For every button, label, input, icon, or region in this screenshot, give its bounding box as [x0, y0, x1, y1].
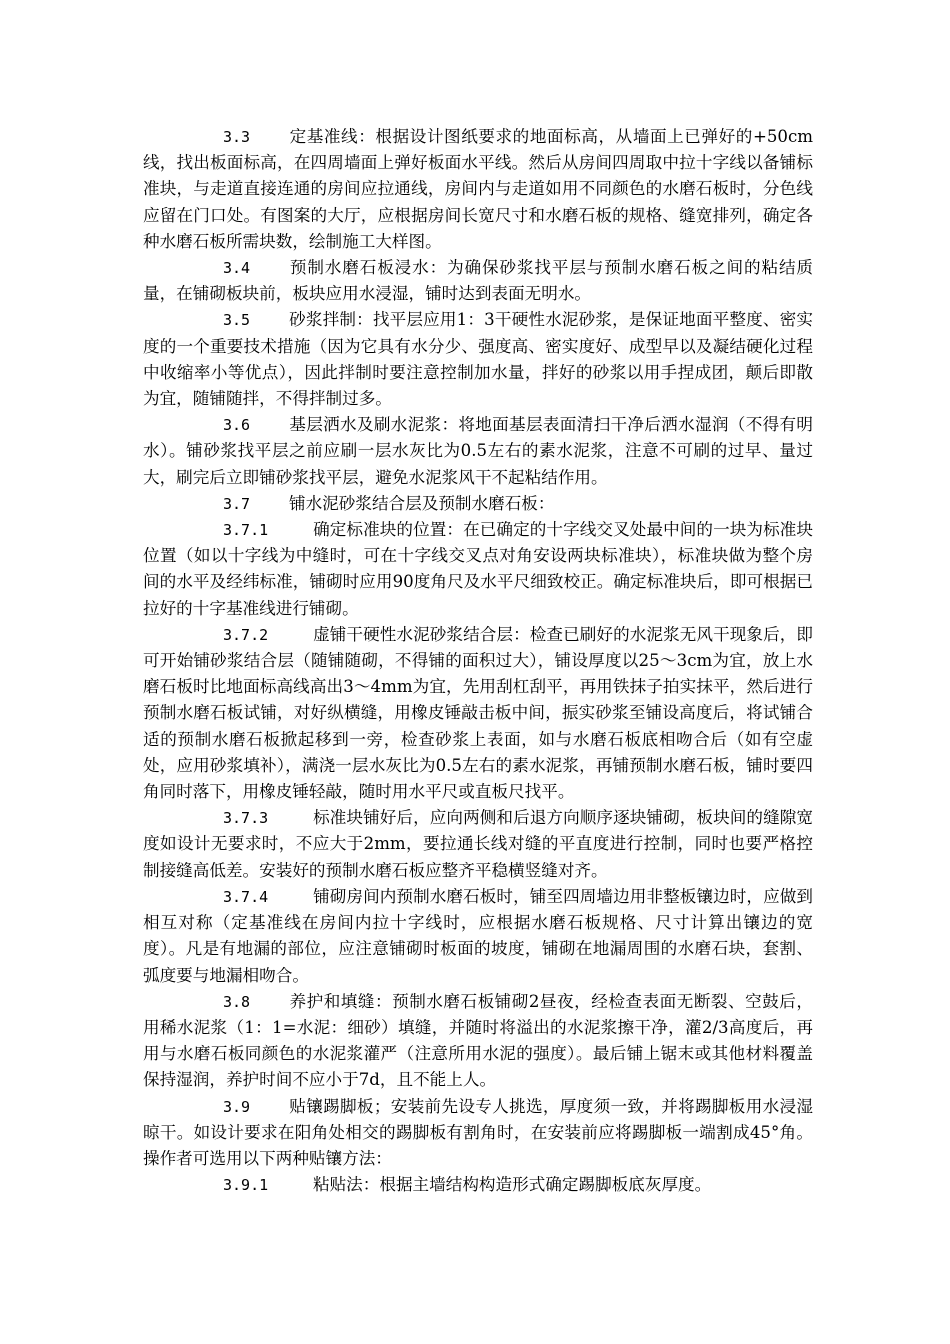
- paragraph-text: 定基准线：根据设计图纸要求的地面标高，从墙面上已弹好的+50cm线，找出板面标高，在四周墙面上弹好板面水平线。然后从房间四周取中拉十字线以备铺标准块，与走道直接连通的房间应拉通线，房间内与走道如用不同颜色的水磨石板时，分色线应留在门口处。有图案的大厅，应根据房间长宽尺寸和水磨石板的规格、缝宽排列，确定各种水磨石板所需块数，绘制施工大样图。: [143, 127, 813, 251]
- section-number: 3.5: [223, 311, 251, 330]
- paragraph-text: 铺水泥砂浆结合层及预制水磨石板：: [289, 493, 555, 513]
- section-number: 3.7.3: [223, 809, 269, 828]
- paragraph-3-5: [143, 307, 813, 412]
- paragraph-3-7: [143, 491, 813, 517]
- section-number: 3.7: [223, 494, 251, 513]
- paragraph-text: 预制水磨石板浸水：为确保砂浆找平层与预制水磨石板之间的粘结质量，在铺砌板块前，板块应用水浸湿，铺时达到表面无明水。: [143, 258, 813, 304]
- paragraph-text: 砂浆拌制：找平层应用1：3干硬性水泥砂浆，是保证地面平整度、密实度的一个重要技术措施（因为它具有水分少、强度高、密实度好、成型早以及凝结硬化过程中收缩率小等优点），因此拌制时要注意控制加水量，拌好的砂浆以用手捏成团，颠后即散为宜，随铺随拌，不得拌制过多。: [143, 310, 813, 409]
- section-number: 3.7.1: [223, 521, 269, 540]
- paragraph-text: 铺砌房间内预制水磨石板时，铺至四周墙边用非整板镶边时，应做到相互对称（定基准线在房间内拉十字线时，应根据水磨石板规格、尺寸计算出镶边的宽度）。凡是有地漏的部位，应注意铺砌时板面的坡度，铺砌在地漏周围的水磨石块，套割、弧度要与地漏相吻合。: [143, 886, 813, 985]
- paragraph-text: 粘贴法：根据主墙结构构造形式确定踢脚板底灰厚度。: [313, 1175, 712, 1195]
- paragraph-text: 标准块铺好后，应向两侧和后退方向顺序逐块铺砌，板块间的缝隙宽度如设计无要求时，不应大于2mm，要拉通长线对缝的平直度进行控制，同时也要严格控制接缝高低差。安装好的预制水磨石板应整齐平稳横竖缝对齐。: [143, 808, 813, 880]
- paragraph-text: 贴镶踢脚板；安装前先设专人挑选，厚度须一致，并将踢脚板用水浸湿晾干。如设计要求在阳角处相交的踢脚板有割角时，在安装前应将踢脚板一端割成45°角。操作者可选用以下两种贴镶方法：: [143, 1096, 813, 1168]
- section-number: 3.8: [223, 992, 251, 1011]
- paragraph-3-9: [143, 1094, 813, 1173]
- document-body: [143, 124, 813, 1198]
- paragraph-text: 养护和填缝：预制水磨石板铺砌2昼夜，经检查表面无断裂、空鼓后，用稀水泥浆（1：1=水泥：细砂）填缝，并随时将溢出的水泥浆擦干净，灌2/3高度后，再用与水磨石板同颜色的水泥浆灌严（注意所用水泥的强度）。最后铺上锯末或其他材料覆盖保持湿润，养护时间不应小于7d，且不能上人。: [143, 991, 813, 1090]
- section-number: 3.6: [223, 416, 251, 435]
- paragraph-3-7-2: [143, 622, 813, 805]
- section-number: 3.7.4: [223, 887, 269, 906]
- paragraph-3-8: [143, 989, 813, 1094]
- paragraph-text: 确定标准块的位置：在已确定的十字线交叉处最中间的一块为标准块位置（如以十字线为中缝时，可在十字线交叉点对角安设两块标准块），标准块做为整个房间的水平及经纬标准，铺砌时应用90度角尺及水平尺细致校正。确定标准块后，即可根据已拉好的十字基准线进行铺砌。: [143, 520, 813, 618]
- paragraph-text: 基层洒水及刷水泥浆：将地面基层表面清扫干净后洒水湿润（不得有明水）。铺砂浆找平层之前应刷一层水灰比为0.5左右的素水泥浆，注意不可刷的过早、量过大，刷完后立即铺砂浆找平层，避免水泥浆风干不起粘结作用。: [143, 415, 813, 487]
- paragraph-3-7-4: [143, 884, 813, 989]
- paragraph-3-4: [143, 255, 813, 307]
- paragraph-3-9-1: [143, 1172, 813, 1198]
- paragraph-3-3: [143, 124, 813, 255]
- section-number: 3.4: [223, 259, 251, 278]
- section-number: 3.3: [223, 128, 251, 146]
- paragraph-3-7-3: [143, 805, 813, 884]
- paragraph-3-7-1: [143, 517, 813, 622]
- section-number: 3.9.1: [223, 1176, 269, 1195]
- section-number: 3.7.2: [223, 625, 269, 644]
- section-number: 3.9: [223, 1097, 251, 1116]
- paragraph-3-6: [143, 412, 813, 491]
- paragraph-text: 虚铺干硬性水泥砂浆结合层：检查已刷好的水泥浆无风干现象后，即可开始铺砂浆结合层（随铺随砌，不得铺的面积过大），铺设厚度以25～3cm为宜，放上水磨石板时比地面标高线高出3～4mm为宜，先用刮杠刮平，再用铁抹子拍实抹平，然后进行预制水磨石板试铺，对好纵横缝，用橡皮锤敲击板中间，振实砂浆至铺设高度后，将试铺合适的预制水磨石板掀起移到一旁，检查砂浆上表面，如与水磨石板底相吻合后（如有空虚处，应用砂浆填补），满浇一层水灰比为0.5左右的素水泥浆，再铺预制水磨石板，铺时要四角同时落下，用橡皮锤轻敲，随时用水平尺或直板尺找平。: [143, 624, 813, 802]
